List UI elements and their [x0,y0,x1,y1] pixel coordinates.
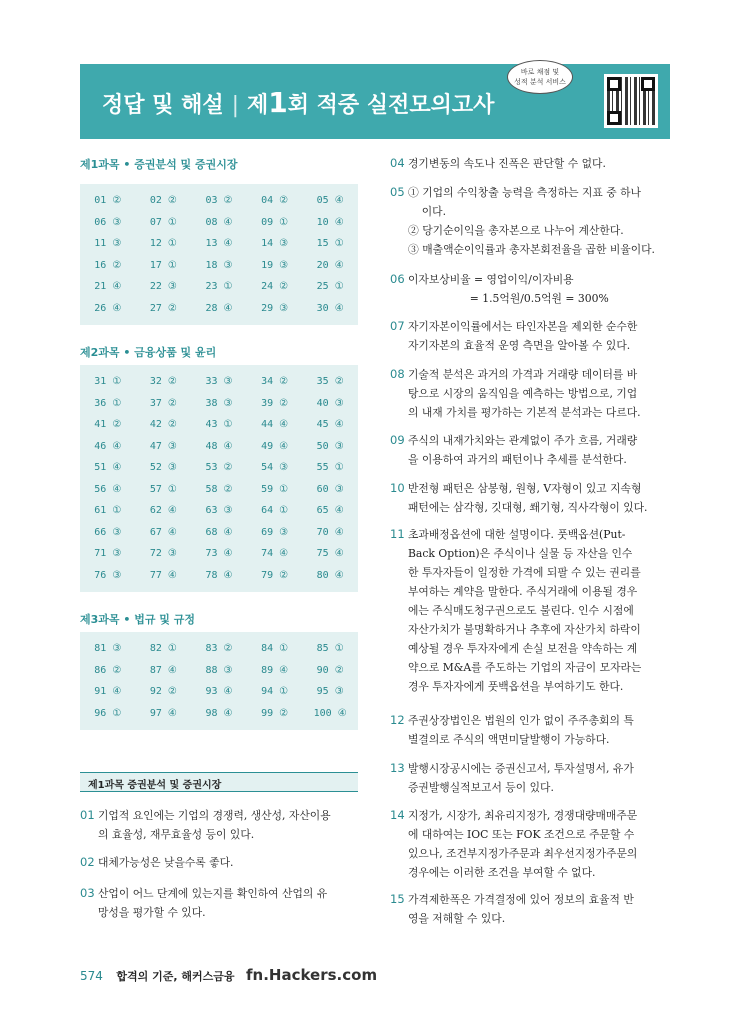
answer-cell: 88 ③ [205,664,233,676]
explanation-line: 경우에는 이러한 조건을 부여할 수 없다. [408,866,596,879]
answer-cell: 38 ③ [205,397,233,409]
explanation-text [408,479,680,517]
answer-cell: 92 ② [149,686,177,698]
explanation-number: 01 [80,808,95,822]
explanation-line: 이자보상비율 = 영업이익/이자비용 [408,273,574,286]
explanation-item [80,884,370,922]
answer-cell: 84 ① [261,643,289,655]
answer-cell: 20 ④ [316,259,344,271]
explanation-line: = 1.5억원/0.5억원 = 300% [408,292,609,305]
answer-cell: 21 ④ [94,281,122,293]
answer-row [80,436,358,458]
answer-cell: 19 ③ [261,259,289,271]
explanation-line: ③ 매출액순이익률과 총자본회전율을 곱한 비율이다. [408,243,655,256]
answer-cell: 76 ③ [94,569,122,581]
answer-row [80,276,358,298]
explanation-text [98,806,370,844]
explanation-text [408,317,680,355]
explanation-number: 09 [390,433,405,447]
explanation-line: 주권상장법인은 법원의 인가 없이 주주총회의 특 [408,714,634,727]
answer-cell: 29 ③ [261,302,289,314]
explanation-line: 기술적 분석은 과거의 가격과 거래량 데이터를 바 [408,368,638,381]
answer-cell: 98 ④ [205,707,233,719]
answer-cell: 45 ④ [316,419,344,431]
answer-row [80,500,358,522]
answer-grid-section-2 [80,365,358,592]
answer-cell: 39 ② [261,397,289,409]
answer-cell: 58 ② [205,483,233,495]
title-prefix: 정답 및 해설 [102,93,224,118]
explanation-line: 에 대하여는 IOC 또는 FOK 조건으로 주문할 수 [408,828,635,841]
explanation-item [390,154,680,173]
title-separator: | [231,93,240,118]
answer-cell: 87 ④ [149,664,177,676]
answer-row [80,233,358,255]
answer-cell: 59 ① [261,483,289,495]
explanation-item [390,365,680,422]
answer-row [80,190,358,212]
page-footer [80,966,377,984]
explanation-number: 03 [80,886,95,900]
explanation-item [390,431,680,469]
bubble-line-2: 성적 분석 서비스 [514,78,566,86]
answer-cell: 81 ③ [94,643,122,655]
answer-cell: 35 ② [316,376,344,388]
answer-cell: 06 ③ [94,216,122,228]
explanation-number: 07 [390,319,405,333]
answer-cell: 75 ④ [316,548,344,560]
explanation-line: ① 기업의 수익창출 능력을 측정하는 지표 중 하나 [408,186,641,199]
answer-cell: 40 ③ [316,397,344,409]
explanation-line: 증권발행실적보고서 등이 있다. [408,781,554,794]
explanation-text [408,154,680,173]
explanation-section-bar: 제1과목 증권분석 및 증권시장 [80,772,358,792]
answer-cell: 61 ① [94,505,122,517]
explanation-line: 영을 저해할 수 있다. [408,912,506,925]
answer-cell: 82 ① [149,643,177,655]
answer-cell: 85 ① [316,643,344,655]
explanation-text [98,853,370,872]
explanation-line: 주식의 내재가치와는 관계없이 주가 흐름, 거래량 [408,434,638,447]
explanation-number: 08 [390,367,405,381]
explanation-line: 을 이용하여 과거의 패턴이나 추세를 분석한다. [408,453,627,466]
explanation-line: 기업적 요인에는 기업의 경쟁력, 생산성, 자산이용 [98,809,331,822]
explanation-number: 06 [390,272,405,286]
explanation-text [98,884,370,922]
explanation-line: 있으나, 조건부지정가주문과 최우선지정가주문의 [408,847,638,860]
answer-cell: 44 ④ [261,419,289,431]
answer-cell: 64 ① [261,505,289,517]
answer-cell: 30 ④ [316,302,344,314]
explanation-line: 예상될 경우 투자자에게 손실 보전을 약속하는 계 [408,642,638,655]
answer-cell: 05 ④ [316,195,344,207]
explanation-line: 별결의로 주식의 액면미달발행이 가능하다. [408,733,610,746]
answer-row [80,393,358,415]
answer-cell: 70 ④ [316,526,344,538]
explanation-line: 발행시장공시에는 증권신고서, 투자설명서, 유가 [408,762,634,775]
explanation-line: 망성을 평가할 수 있다. [98,906,206,919]
answer-cell: 63 ③ [205,505,233,517]
explanation-item [390,317,680,355]
answer-cell: 42 ② [149,419,177,431]
answer-cell: 10 ④ [316,216,344,228]
answer-cell: 09 ① [261,216,289,228]
explanation-text [408,525,680,696]
answer-cell: 67 ④ [149,526,177,538]
footer-slogan: 합격의 기준, 해커스금융 [116,970,235,983]
explanation-text [408,890,680,928]
answer-cell: 43 ① [205,419,233,431]
answer-cell: 25 ① [316,281,344,293]
explanation-item [390,479,680,517]
answer-row [80,414,358,436]
answer-row [80,543,358,565]
explanation-number: 12 [390,713,405,727]
header-banner [80,64,670,139]
answer-cell: 07 ① [149,216,177,228]
answer-cell: 99 ② [261,707,289,719]
explanation-text [408,365,680,422]
explanation-line: 자산가치가 불명확하거나 추후에 자산가치 하락이 [408,623,641,636]
bubble-line-1: 바로 채점 및 [520,68,560,76]
explanation-line: 의 효율성, 재무효율성 등이 있다. [98,828,255,841]
explanation-item [80,806,370,844]
answer-cell: 11 ③ [94,238,122,250]
explanation-line: 자기자본이익률에서는 타인자본을 제외한 순수한 [408,320,638,333]
answer-row [80,212,358,234]
answer-cell: 54 ③ [261,462,289,474]
answer-cell: 60 ③ [316,483,344,495]
answer-cell: 17 ① [149,259,177,271]
explanation-text [408,431,680,469]
answer-cell: 22 ③ [149,281,177,293]
explanation-line: 지정가, 시장가, 최유리지정가, 경쟁대량매매주문 [408,809,638,822]
answer-cell: 72 ③ [149,548,177,560]
answer-cell: 80 ④ [316,569,344,581]
answer-cell: 96 ① [94,707,122,719]
explanation-line: 부여하는 계약을 말한다. 주식거래에 이용될 경우 [408,585,638,598]
answer-cell: 16 ② [94,259,122,271]
answer-cell: 01 ② [94,195,122,207]
answer-cell: 55 ① [316,462,344,474]
answer-cell: 23 ① [205,281,233,293]
explanation-text [408,806,680,882]
explanation-number: 11 [390,527,405,541]
explanation-item [390,711,680,749]
explanation-number: 10 [390,481,405,495]
explanation-line: 대체가능성은 낮을수록 좋다. [98,856,234,869]
answer-cell: 12 ① [149,238,177,250]
answer-cell: 41 ② [94,419,122,431]
answer-cell: 14 ③ [261,238,289,250]
page-number: 574 [80,969,103,983]
answer-row [80,255,358,277]
answer-cell: 91 ④ [94,686,122,698]
answer-row [80,703,358,725]
explanation-line: 반전형 패턴은 삼봉형, 원형, V자형이 있고 지속형 [408,482,642,495]
answer-cell: 86 ② [94,664,122,676]
answer-cell: 62 ④ [149,505,177,517]
footer-site-link[interactable]: fn.Hackers.com [246,966,378,984]
answer-cell: 08 ④ [205,216,233,228]
answer-cell: 02 ② [149,195,177,207]
answer-cell: 26 ④ [94,302,122,314]
answer-cell: 74 ④ [261,548,289,560]
explanation-line: 약으로 M&A를 주도하는 기업의 자금이 모자라는 [408,661,642,674]
explanation-item [390,525,680,696]
answer-row [80,479,358,501]
answer-row [80,660,358,682]
answer-grid-section-3 [80,632,358,730]
explanation-number: 14 [390,808,405,822]
answer-cell: 66 ③ [94,526,122,538]
section-1-title: 제1과목 • 증권분석 및 증권시장 [80,158,238,171]
explanation-line: Back Option)은 주식이나 실물 등 자산을 인수 [408,547,633,560]
answer-cell: 18 ③ [205,259,233,271]
scoring-service-bubble [507,60,573,94]
explanation-number: 04 [390,156,405,170]
answer-cell: 83 ② [205,643,233,655]
answer-cell: 27 ② [149,302,177,314]
title-round-number: 1 [268,86,288,119]
answer-cell: 47 ③ [149,440,177,452]
explanation-number: 15 [390,892,405,906]
answer-cell: 36 ① [94,397,122,409]
explanation-item [390,759,680,797]
answer-cell: 93 ④ [205,686,233,698]
explanation-line: 한 투자자들이 일정한 가격에 되팔 수 있는 권리를 [408,566,641,579]
answer-cell: 53 ② [205,462,233,474]
explanation-line: 산업이 어느 단계에 있는지를 확인하여 산업의 유 [98,887,328,900]
explanation-line: 의 내재 가치를 평가하는 기본적 분석과는 다르다. [408,406,641,419]
explanation-text [408,270,680,308]
answer-cell: 68 ④ [205,526,233,538]
answer-cell: 49 ④ [261,440,289,452]
answer-cell: 79 ② [261,569,289,581]
explanation-item [390,890,680,928]
explanation-line: 가격제한폭은 가격결정에 있어 정보의 효율적 반 [408,893,634,906]
title-round-pre: 제 [247,93,269,118]
answer-cell: 78 ④ [205,569,233,581]
answer-cell: 94 ① [261,686,289,698]
answer-cell: 15 ① [316,238,344,250]
answer-row [80,565,358,587]
answer-cell: 89 ④ [261,664,289,676]
explanation-number: 05 [390,185,405,199]
section-2-title: 제2과목 • 금융상품 및 윤리 [80,346,217,359]
answer-cell: 71 ③ [94,548,122,560]
answer-row [80,522,358,544]
explanation-line: 에는 주식매도청구권으로도 불린다. 인수 시점에 [408,604,634,617]
answer-cell: 52 ③ [149,462,177,474]
answer-cell: 46 ④ [94,440,122,452]
explanation-text [408,183,680,259]
explanation-text [408,759,680,797]
answer-cell: 03 ② [205,195,233,207]
answer-cell: 28 ④ [205,302,233,314]
answer-grid-section-1 [80,184,358,325]
answer-cell: 56 ④ [94,483,122,495]
page-title [102,86,494,119]
explanation-line: 패턴에는 삼각형, 깃대형, 쐐기형, 직사각형이 있다. [408,501,648,514]
explanation-text [408,711,680,749]
answer-cell: 24 ② [261,281,289,293]
answer-cell: 48 ④ [205,440,233,452]
answer-cell: 97 ④ [149,707,177,719]
explanation-line: ② 당기순이익을 총자본으로 나누어 계산한다. [408,224,624,237]
explanation-line: 탕으로 시장의 움직임을 예측하는 방법으로, 기업 [408,387,638,400]
section-3-title: 제3과목 • 법규 및 규정 [80,613,196,626]
answer-cell: 95 ③ [316,686,344,698]
answer-cell: 13 ④ [205,238,233,250]
answer-cell: 04 ② [261,195,289,207]
explanation-item [390,806,680,882]
answer-cell: 57 ① [149,483,177,495]
answer-cell: 34 ② [261,376,289,388]
answer-cell: 73 ④ [205,548,233,560]
answer-cell: 50 ③ [316,440,344,452]
answer-cell: 32 ② [149,376,177,388]
explanation-line: 이다. [408,205,447,218]
explanation-item [80,853,370,872]
explanation-line: 경기변동의 속도나 진폭은 판단할 수 없다. [408,157,606,170]
answer-cell: 69 ③ [261,526,289,538]
answer-cell: 33 ③ [205,376,233,388]
answer-row [80,298,358,320]
qr-code-icon[interactable] [604,74,658,128]
explanation-item [390,183,680,259]
answer-cell: 51 ④ [94,462,122,474]
explanation-line: 초과배정옵션에 대한 설명이다. 풋백옵션(Put- [408,528,626,541]
answer-cell: 77 ④ [149,569,177,581]
answer-row [80,457,358,479]
explanation-item [390,270,680,308]
answer-row [80,681,358,703]
answer-cell: 37 ② [149,397,177,409]
answer-cell: 65 ④ [316,505,344,517]
title-round-post: 회 적중 실전모의고사 [287,93,495,118]
explanation-number: 13 [390,761,405,775]
answer-row [80,371,358,393]
answer-row [80,638,358,660]
explanation-line: 경우 투자자에게 풋백옵션을 부여하기도 한다. [408,680,624,693]
answer-cell: 90 ② [316,664,344,676]
explanation-line: 자기자본의 효율적 운영 측면을 알아볼 수 있다. [408,339,631,352]
answer-cell: 31 ① [94,376,122,388]
answer-cell: 100 ④ [313,707,347,719]
explanation-number: 02 [80,855,95,869]
